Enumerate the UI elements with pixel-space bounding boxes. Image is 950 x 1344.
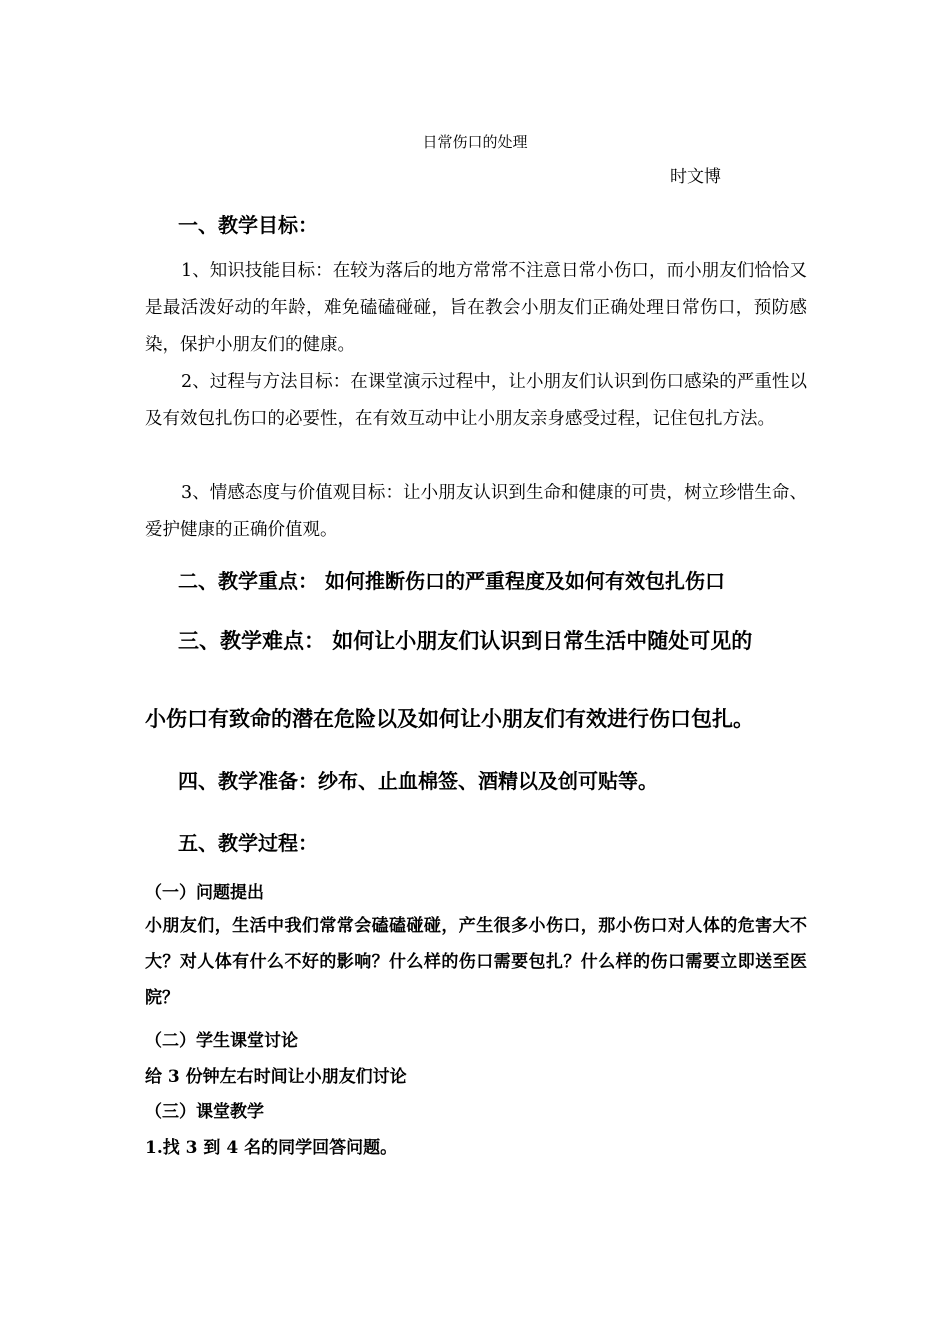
section-difficulties-line2: 小伤口有致命的潜在危险以及如何让小朋友们有效进行伤口包扎。 bbox=[145, 706, 754, 731]
document-title: 日常伤口的处理 bbox=[422, 133, 528, 151]
section-heading-goals: 一、教学目标： bbox=[178, 213, 318, 237]
goal-process-text: 2、过程与方法目标：在课堂演示过程中，让小朋友们认识到伤口感染的严重性以及有效包扎伤口的必要性，在有效互动中让小朋友亲身感受过程，记住包扎方法。 bbox=[145, 372, 807, 429]
section-difficulties-line1: 三、教学难点： 如何让小朋友们认识到日常生活中随处可见的 bbox=[178, 628, 753, 653]
section-preparation: 四、教学准备：纱布、止血棉签、酒精以及创可贴等。 bbox=[178, 769, 658, 793]
goal-attitude-paragraph bbox=[145, 475, 807, 549]
subsection-discussion-heading: （二）学生课堂讨论 bbox=[145, 1031, 298, 1051]
subsection-question-heading: （一）问题提出 bbox=[145, 883, 264, 903]
goal-knowledge-paragraph bbox=[145, 253, 807, 364]
section-key-points: 二、教学重点： 如何推断伤口的严重程度及如何有效包扎伤口 bbox=[178, 569, 725, 593]
goal-process-paragraph bbox=[145, 364, 807, 438]
subsection-discussion-text: 给 3 份钟左右时间让小朋友们讨论 bbox=[145, 1067, 407, 1087]
subsection-teaching-heading: （三）课堂教学 bbox=[145, 1102, 264, 1122]
goal-attitude-text: 3、情感态度与价值观目标：让小朋友认识到生命和健康的可贵，树立珍惜生命、爱护健康的正确价值观。 bbox=[145, 483, 807, 540]
subsection-question-text: 小朋友们，生活中我们常常会磕磕碰碰，产生很多小伤口，那小伤口对人体的危害大不大？对人体有什么不好的影响？什么样的伤口需要包扎？什么样的伤口需要立即送至医院？ bbox=[145, 916, 807, 1008]
subsection-teaching-item-1: 1.找 3 到 4 名的同学回答问题。 bbox=[145, 1138, 398, 1158]
goal-knowledge-text: 1、知识技能目标：在较为落后的地方常常不注意日常小伤口，而小朋友们恰恰又是最活泼好动的年龄，难免磕磕碰碰，旨在教会小朋友们正确处理日常伤口，预防感染，保护小朋友们的健康。 bbox=[145, 261, 807, 355]
document-author: 时文博 bbox=[670, 167, 721, 187]
section-heading-process: 五、教学过程： bbox=[178, 831, 318, 855]
